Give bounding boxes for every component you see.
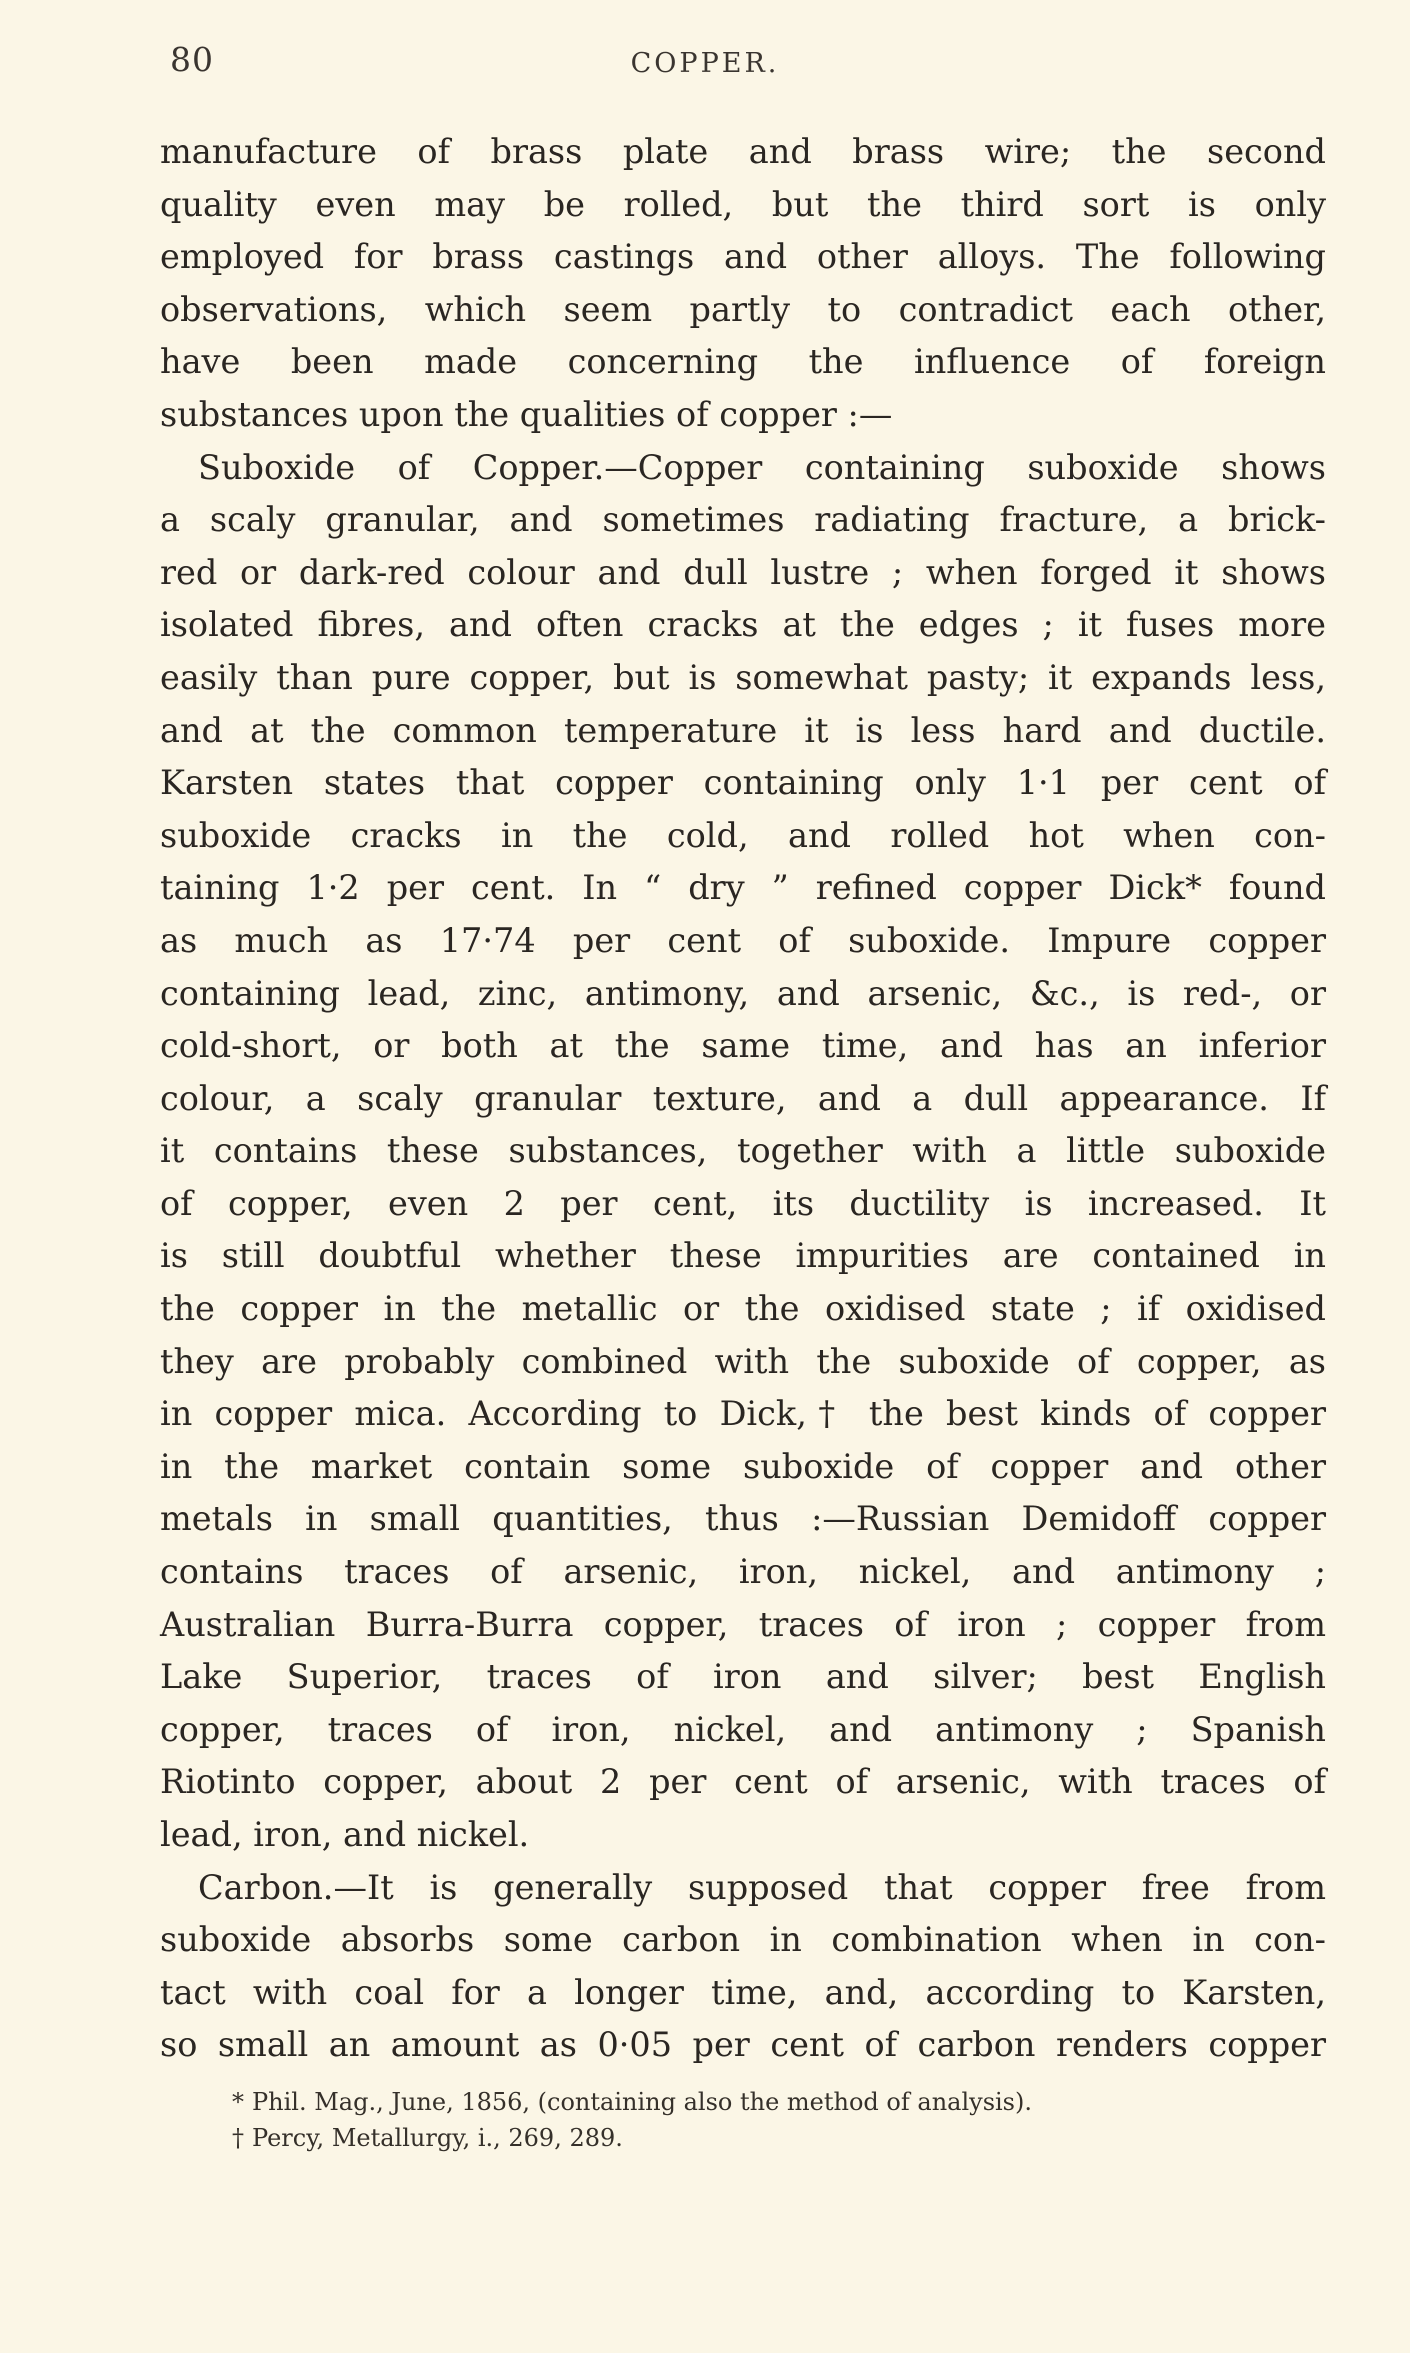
text-line: substances upon the qualities of copper :—: [160, 394, 893, 434]
text-line: observations, which seem partly to contradict each other,: [160, 289, 1326, 329]
text-line: Australian Burra-Burra copper, traces of iron ; copper from: [160, 1604, 1326, 1644]
text-line: cold-short, or both at the same time, and has an inferior: [160, 1026, 1326, 1066]
text-line: contains traces of arsenic, iron, nickel, and antimony ;: [160, 1552, 1326, 1592]
running-head: COPPER.: [630, 48, 780, 79]
text-line: suboxide absorbs some carbon in combination when in con-: [160, 1920, 1326, 1960]
text-line: isolated fibres, and often cracks at the edges ; it fuses more: [160, 605, 1326, 645]
text-line: in the market contain some suboxide of copper and other: [160, 1446, 1326, 1486]
text-line: containing lead, zinc, antimony, and arsenic, &c., is red-, or: [160, 973, 1326, 1013]
text-line: quality even may be rolled, but the third sort is only: [160, 184, 1326, 224]
text-line: Karsten states that copper containing only 1·1 per cent of: [160, 763, 1326, 803]
text-line: colour, a scaly granular texture, and a dull appearance. If: [160, 1078, 1326, 1118]
text-line: have been made concerning the influence of foreign: [160, 342, 1326, 382]
text-line: of copper, even 2 per cent, its ductility is increased. It: [160, 1183, 1326, 1223]
text-line: is still doubtful whether these impurities are contained in: [160, 1236, 1326, 1276]
text-line: as much as 17·74 per cent of suboxide. Impure copper: [160, 920, 1326, 960]
footnote: [232, 2120, 1282, 2156]
page-number: 80: [170, 40, 214, 79]
text-line: employed for brass castings and other alloys. The following: [160, 237, 1326, 277]
footnotes: [232, 2084, 1282, 2156]
text-line: manufacture of brass plate and brass wire; the second: [160, 132, 1326, 171]
text-line: the copper in the metallic or the oxidised state ; if oxidised: [160, 1289, 1326, 1329]
text-line: copper, traces of iron, nickel, and antimony ; Spanish: [160, 1709, 1326, 1749]
text-line: so small an amount as 0·05 per cent of carbon renders copper: [160, 2025, 1326, 2065]
text-line: taining 1·2 per cent. In “ dry ” refined copper Dick* found: [160, 868, 1326, 908]
footnote-text: Percy, Metallurgy, i., 269, 289.: [252, 2124, 623, 2152]
text-line: easily than pure copper, but is somewhat pasty; it expands less,: [160, 657, 1326, 697]
text-line: red or dark-red colour and dull lustre ; when forged it shows: [160, 552, 1326, 592]
footnote-mark: *: [232, 2088, 244, 2116]
footnote: [232, 2084, 1282, 2120]
text-line: metals in small quantities, thus :—Russian Demidoff copper: [160, 1499, 1326, 1539]
section-heading-line: Suboxide of Copper.—Copper containing suboxide shows: [198, 447, 1326, 487]
text-line: and at the common temperature it is less hard and ductile.: [160, 710, 1326, 750]
text-line: suboxide cracks in the cold, and rolled hot when con-: [160, 815, 1326, 855]
text-line: they are probably combined with the suboxide of copper, as: [160, 1341, 1326, 1381]
body-text: [160, 126, 1326, 2072]
text-line: tact with coal for a longer time, and, according to Karsten,: [160, 1972, 1326, 2012]
footnote-text: Phil. Mag., June, 1856, (containing also the method of analysis).: [252, 2088, 1032, 2116]
text-line: a scaly granular, and sometimes radiating fracture, a brick-: [160, 500, 1326, 540]
text-line: lead, iron, and nickel.: [160, 1815, 530, 1854]
text-line: Riotinto copper, about 2 per cent of arsenic, with traces of: [160, 1762, 1326, 1802]
text-line: it contains these substances, together with a little suboxide: [160, 1131, 1326, 1171]
footnote-mark: †: [232, 2124, 244, 2152]
text-line: Lake Superior, traces of iron and silver; best English: [160, 1657, 1326, 1697]
section-heading-line: Carbon.—It is generally supposed that copper free from: [198, 1867, 1326, 1907]
text-line: in copper mica. According to Dick,† the best kinds of copper: [160, 1394, 1326, 1434]
